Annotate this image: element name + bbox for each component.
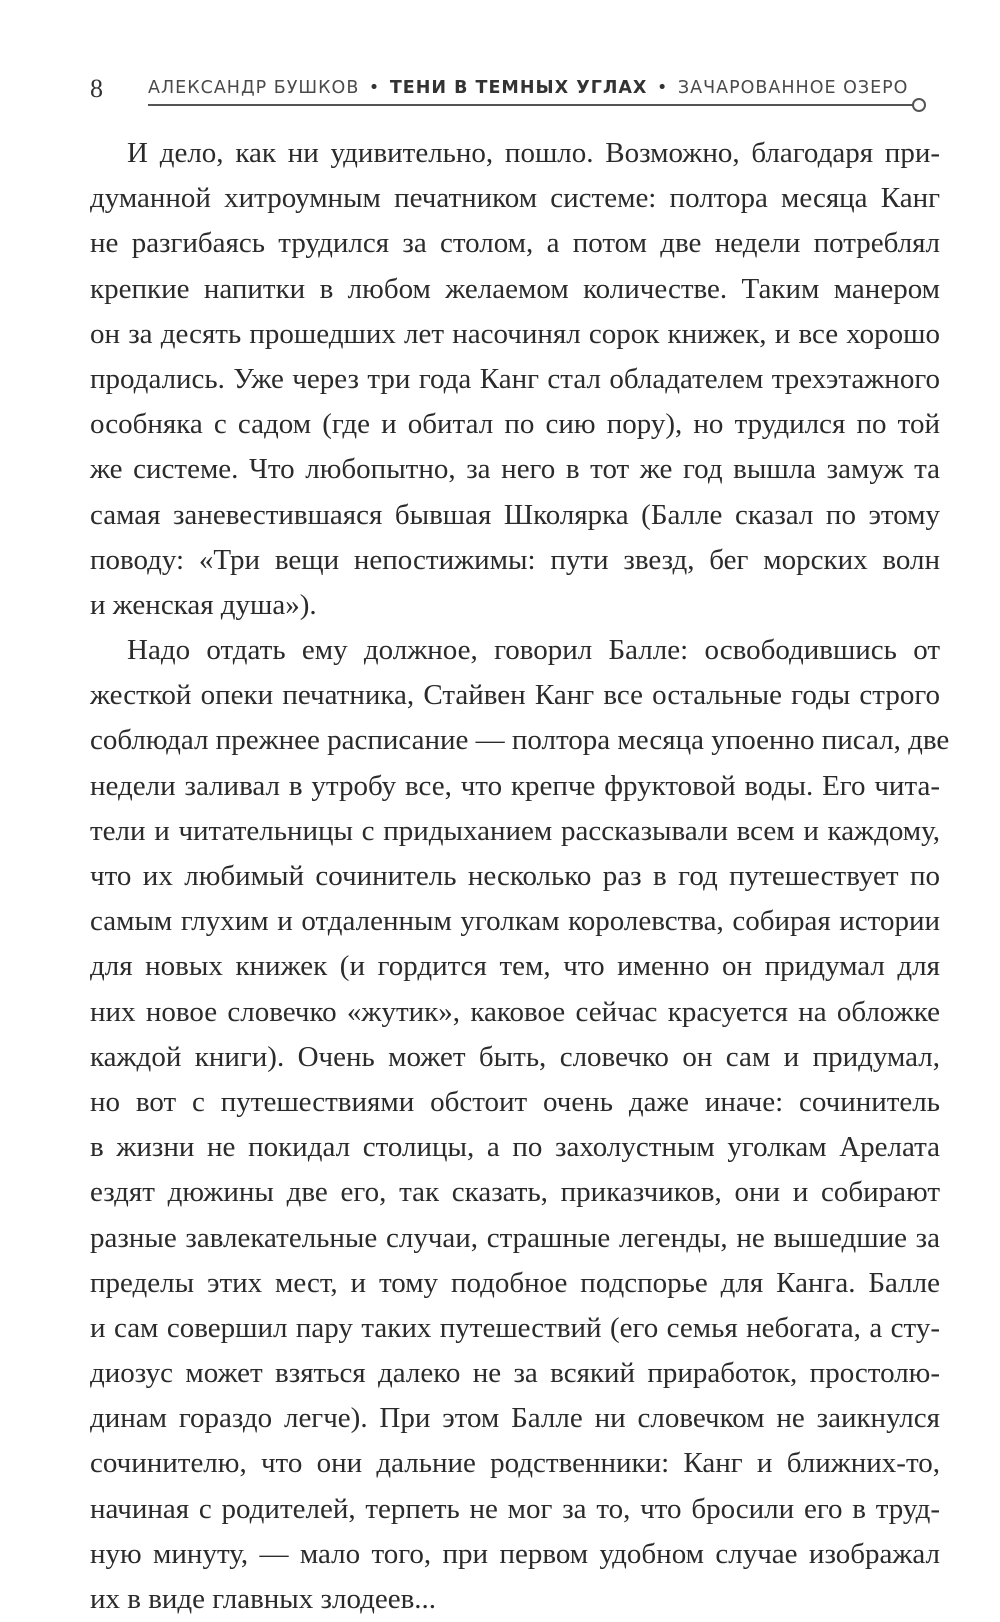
text-line: недели заливал в утробу все, что крепче фруктовой воды. Его чита- — [90, 769, 940, 802]
text-line: что их любимый сочинитель несколько раз в год путешествует по — [90, 860, 940, 892]
text-line: жесткой опеки печатника, Стайвен Канг все остальные годы строго — [90, 679, 940, 712]
text-line: самым глухим и отдаленным уголкам королевства, собирая истории — [90, 905, 940, 938]
paragraph-2 — [90, 628, 950, 1622]
header-rule — [148, 104, 914, 106]
text-line: диозус может взяться далеко не за всякий приработок, простолю- — [90, 1357, 940, 1390]
separator-dot: • — [657, 78, 669, 98]
page-number: 8 — [90, 74, 103, 103]
text-line: в жизни не покидал столицы, а по захолустным уголкам Арелата — [90, 1131, 940, 1164]
text-line: Надо отдать ему должное, говорил Балле: освободившись от — [127, 634, 940, 667]
text-line: поводу: «Три вещи непостижимы: пути звезд, бег морских волн — [90, 543, 940, 576]
text-line: крепкие напитки в любом желаемом количестве. Таким манером — [90, 272, 940, 305]
text-line: особняка с садом (где и обитал по сию пору), но трудился по той — [90, 408, 940, 441]
text-line: пределы этих мест, и тому подобное подспорье для Канга. Балле — [90, 1266, 940, 1299]
author-name: АЛЕКСАНДР БУШКОВ — [148, 78, 360, 98]
text-line: них новое словечко «жутик», каковое сейчас красуется на обложке — [90, 995, 940, 1028]
separator-dot: • — [368, 78, 381, 98]
running-head-title — [148, 78, 908, 98]
text-line: каждой книги). Очень может быть, словечко он сам и придумал, — [90, 1040, 940, 1073]
text-line: самая заневестившаяся бывшая Школярка (Балле сказал по этому — [90, 498, 940, 531]
text-line: И дело, как ни удивительно, пошло. Возможно, благодаря при- — [127, 137, 940, 169]
text-line: начиная с родителей, терпеть не мог за то, что бросили его в труд- — [90, 1492, 940, 1525]
text-line: он за десять прошедших лет насочинял сорок книжек, и все хорошо — [90, 317, 940, 350]
text-line: не разгибаясь трудился за столом, а потом две недели потреблял — [90, 227, 940, 260]
paragraph-1 — [90, 131, 940, 628]
text-line: думанной хитроумным печатником системе: полтора месяца Канг — [90, 182, 940, 215]
body-text — [90, 131, 950, 1622]
text-line: их в виде главных злодеев... — [90, 1583, 437, 1615]
chapter-title: ЗАЧАРОВАННОЕ ОЗЕРО — [677, 78, 909, 98]
text-line: ную минуту, — мало того, при первом удобном случае изображал — [90, 1537, 940, 1570]
text-line: же системе. Что любопытно, за него в тот же год вышла замуж та — [90, 453, 940, 486]
running-header — [90, 68, 940, 108]
text-line: но вот с путешествиями обстоит очень даже иначе: сочинитель — [90, 1085, 940, 1118]
text-line: соблюдал прежнее расписание — полтора месяца упоенно писал, две — [90, 724, 950, 757]
text-line: и сам совершил пару таких путешествий (его семья небогата, а сту- — [90, 1311, 940, 1344]
text-line: для новых книжек (и гордится тем, что именно он придумал для — [90, 950, 940, 983]
text-line: продались. Уже через три года Канг стал обладателем трехэтажного — [90, 362, 940, 395]
text-line: ездят дюжины две его, так сказать, приказчиков, они и собирают — [90, 1176, 940, 1209]
header-rule-end-circle — [912, 98, 926, 112]
text-line: разные завлекательные случаи, страшные легенды, не вышедшие за — [90, 1221, 940, 1254]
text-line: сочинителю, что они дальние родственники: Канг и ближних-то, — [90, 1447, 940, 1480]
text-line: тели и читательницы с придыханием рассказывали всем и каждому, — [90, 814, 940, 847]
text-line: и женская душа»). — [90, 588, 317, 621]
text-line: динам гораздо легче). При этом Балле ни словечком не заикнулся — [90, 1402, 940, 1435]
book-title: ТЕНИ В ТЕМНЫХ УГЛАХ — [389, 78, 648, 98]
